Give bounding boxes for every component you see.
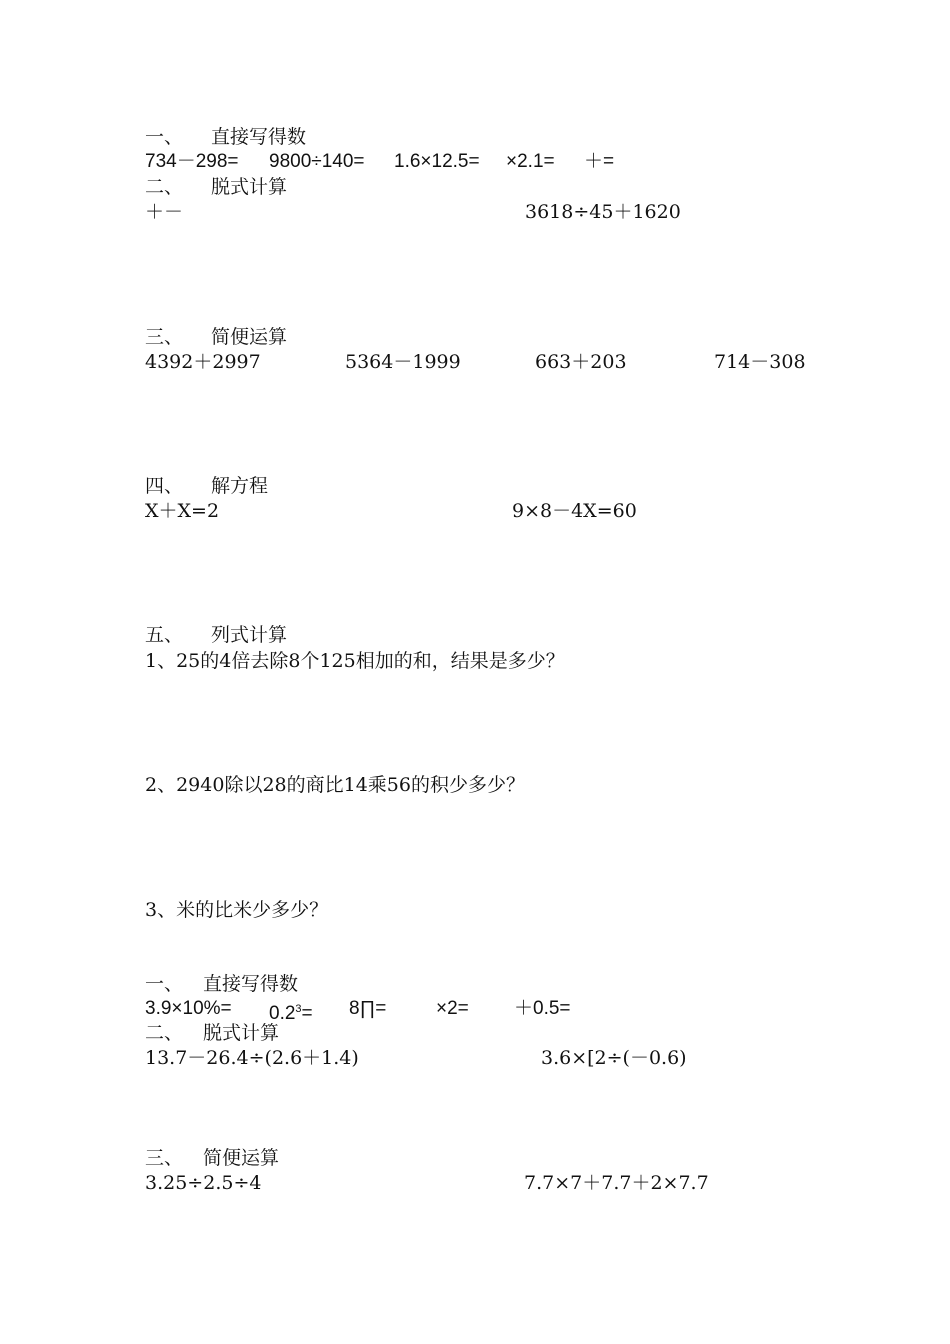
section-2-heading (145, 1021, 279, 1045)
problem: ＋－ (145, 201, 184, 223)
exponent: 3 (295, 1003, 302, 1015)
problem: 13.7－26.4÷(2.6＋1.4) (145, 1047, 359, 1069)
section-2-heading (145, 175, 287, 199)
section-1-heading (145, 972, 298, 996)
section-number: 四、 (145, 475, 184, 497)
problem: 714－308 (714, 351, 806, 373)
section-number: 二、 (145, 176, 184, 198)
problem: 663＋203 (535, 351, 627, 373)
section-number: 三、 (145, 1147, 184, 1169)
section-number: 三、 (145, 326, 184, 348)
problem: 9×8－4X=60 (512, 500, 637, 522)
problem: 9800÷140= (269, 151, 365, 172)
problem: 3.6×[2÷(－0.6) (541, 1047, 687, 1069)
section-5-heading (145, 623, 287, 647)
section-title: 直接写得数 (203, 973, 299, 995)
problem: 1.6×12.5= (394, 151, 480, 172)
problem: ＋0.5= (514, 998, 571, 1019)
section-3-heading (145, 325, 287, 349)
section-title: 简便运算 (211, 326, 288, 348)
problem: 7.7×7＋7.7＋2×7.7 (524, 1172, 709, 1194)
problem: 3.25÷2.5÷4 (145, 1172, 262, 1194)
word-problem: 2、2940除以28的商比14乘56的积少多少？ (145, 774, 525, 796)
problem: ×2= (436, 998, 469, 1019)
section-number: 五、 (145, 624, 184, 646)
problem: ＋= (584, 151, 615, 172)
word-problem: 1、25的4倍去除8个125相加的和，结果是多少？ (145, 650, 565, 672)
problem: 734－298= (145, 151, 239, 172)
section-title: 脱式计算 (203, 1022, 280, 1044)
section-1-heading (145, 125, 306, 149)
equals: = (301, 1003, 313, 1024)
section-number: 一、 (145, 126, 184, 148)
problem: X＋X=2 (145, 500, 220, 522)
problem: 5364－1999 (345, 351, 461, 373)
section-number: 二、 (145, 1022, 184, 1044)
section-3-heading (145, 1146, 279, 1170)
problem: 8∏= (349, 998, 387, 1019)
section-4-heading (145, 474, 268, 498)
problem: 4392＋2997 (145, 351, 261, 373)
section-number: 一、 (145, 973, 184, 995)
problem: ×2.1= (506, 151, 555, 172)
section-title: 简便运算 (203, 1147, 280, 1169)
section-title: 脱式计算 (211, 176, 288, 198)
section-title: 列式计算 (211, 624, 288, 646)
word-problem: 3、米的比米少多少？ (145, 899, 329, 921)
section-title: 解方程 (211, 475, 269, 497)
problem: 3.9×10%= (145, 998, 232, 1019)
problem: 3618÷45＋1620 (525, 201, 681, 223)
base: 0.2 (269, 1003, 296, 1024)
section-title: 直接写得数 (211, 126, 307, 148)
